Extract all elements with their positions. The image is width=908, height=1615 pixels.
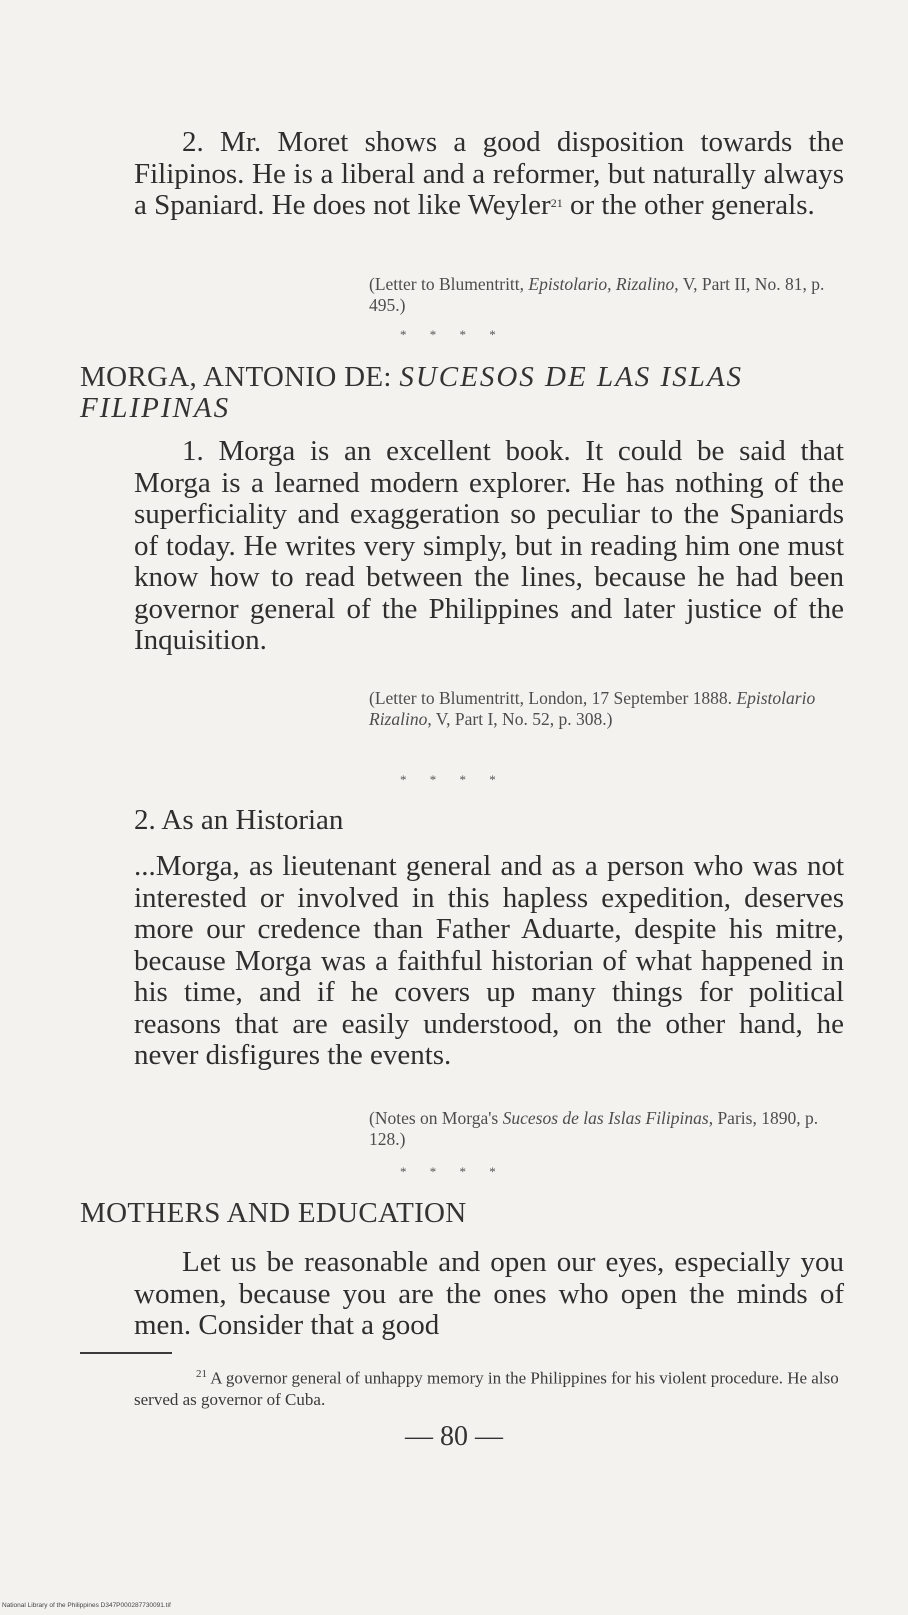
citation-2-title: Epistolario Rizalino: [369, 688, 816, 729]
footnote-reference: 21: [550, 196, 563, 210]
citation-2-pre: (Letter to Blumentritt, London, 17 September 1888.: [369, 688, 737, 708]
citation-3-pre: (Notes on Morga's: [369, 1108, 503, 1128]
section-separator-2: * * * *: [400, 772, 506, 787]
paragraph-historian: ...Morga, as lieutenant general and as a person who was not interested or involved in this hapless expedition, deserves more our credence than Father Aduarte, despite his mitre, because Morga was a faithful historian of what happened in his time, and if he covers up many things for political reasons that are easily understood, on the other hand, he never disfigures the events.: [134, 850, 844, 1071]
section-separator-3: * * * *: [400, 1164, 506, 1179]
heading-mothers-education: MOTHERS AND EDUCATION: [80, 1197, 467, 1229]
citation-1-title: Epistolario, Rizalino: [528, 274, 675, 294]
citation-3-post: , Paris, 1890, p. 128.): [369, 1108, 819, 1149]
paragraph-moret-tail: or the other generals.: [562, 189, 815, 221]
footnote-number: 21: [196, 1368, 207, 1380]
paragraph-morga-book: [134, 436, 844, 657]
citation-2-post: , V, Part I, No. 52, p. 308.): [427, 709, 613, 729]
citation-1-pre: (Letter to Blumentritt,: [369, 274, 529, 294]
footnote-21: [134, 1364, 850, 1410]
page-number: — 80 —: [405, 1421, 503, 1452]
citation-notes-morga: [369, 1108, 844, 1150]
footnote-text: A governor general of unhappy memory in the Philippines for his violent procedure. He also served as governor of Cuba.: [134, 1368, 839, 1409]
citation-3-title: Sucesos de las Islas Filipinas: [502, 1108, 709, 1128]
section-separator-1: * * * *: [400, 327, 506, 342]
paragraph-morga-book-text: 1. Morga is an excellent book. It could be said that Morga is a learned modern explorer. He has nothing of the superficiality and exaggeration so peculiar to the Spaniards of today. He writes very simply, but in reading him one must know how to read between the lines, because he had been governor general of the Philippines and later justice of the Inquisition.: [134, 435, 844, 656]
citation-blumentritt-81: [369, 274, 844, 316]
heading-morga: [80, 362, 850, 424]
citation-1-post: , V, Part II, No. 81, p. 495.): [369, 274, 825, 315]
footnote-rule: [80, 1352, 172, 1354]
paragraph-mothers: [134, 1247, 844, 1342]
heading-morga-author: MORGA, ANTONIO DE:: [80, 361, 400, 393]
paragraph-moret-text: 2. Mr. Moret shows a good disposition towards the Filipinos. He is a liberal and a reformer, but naturally always a Spaniard. He does not like Weyler: [134, 126, 844, 221]
paragraph-mothers-text: Let us be reasonable and open our eyes, especially you women, because you are the ones who open the minds of men. Consider that a good: [134, 1246, 844, 1341]
subheading-historian: 2. As an Historian: [134, 804, 344, 836]
library-credit: National Library of the Philippines D347P000287730091.tif: [2, 1602, 171, 1609]
heading-morga-title: SUCESOS DE LAS ISLAS FILIPINAS: [80, 361, 744, 424]
paragraph-moret: [134, 127, 844, 222]
citation-blumentritt-52: [369, 688, 844, 730]
